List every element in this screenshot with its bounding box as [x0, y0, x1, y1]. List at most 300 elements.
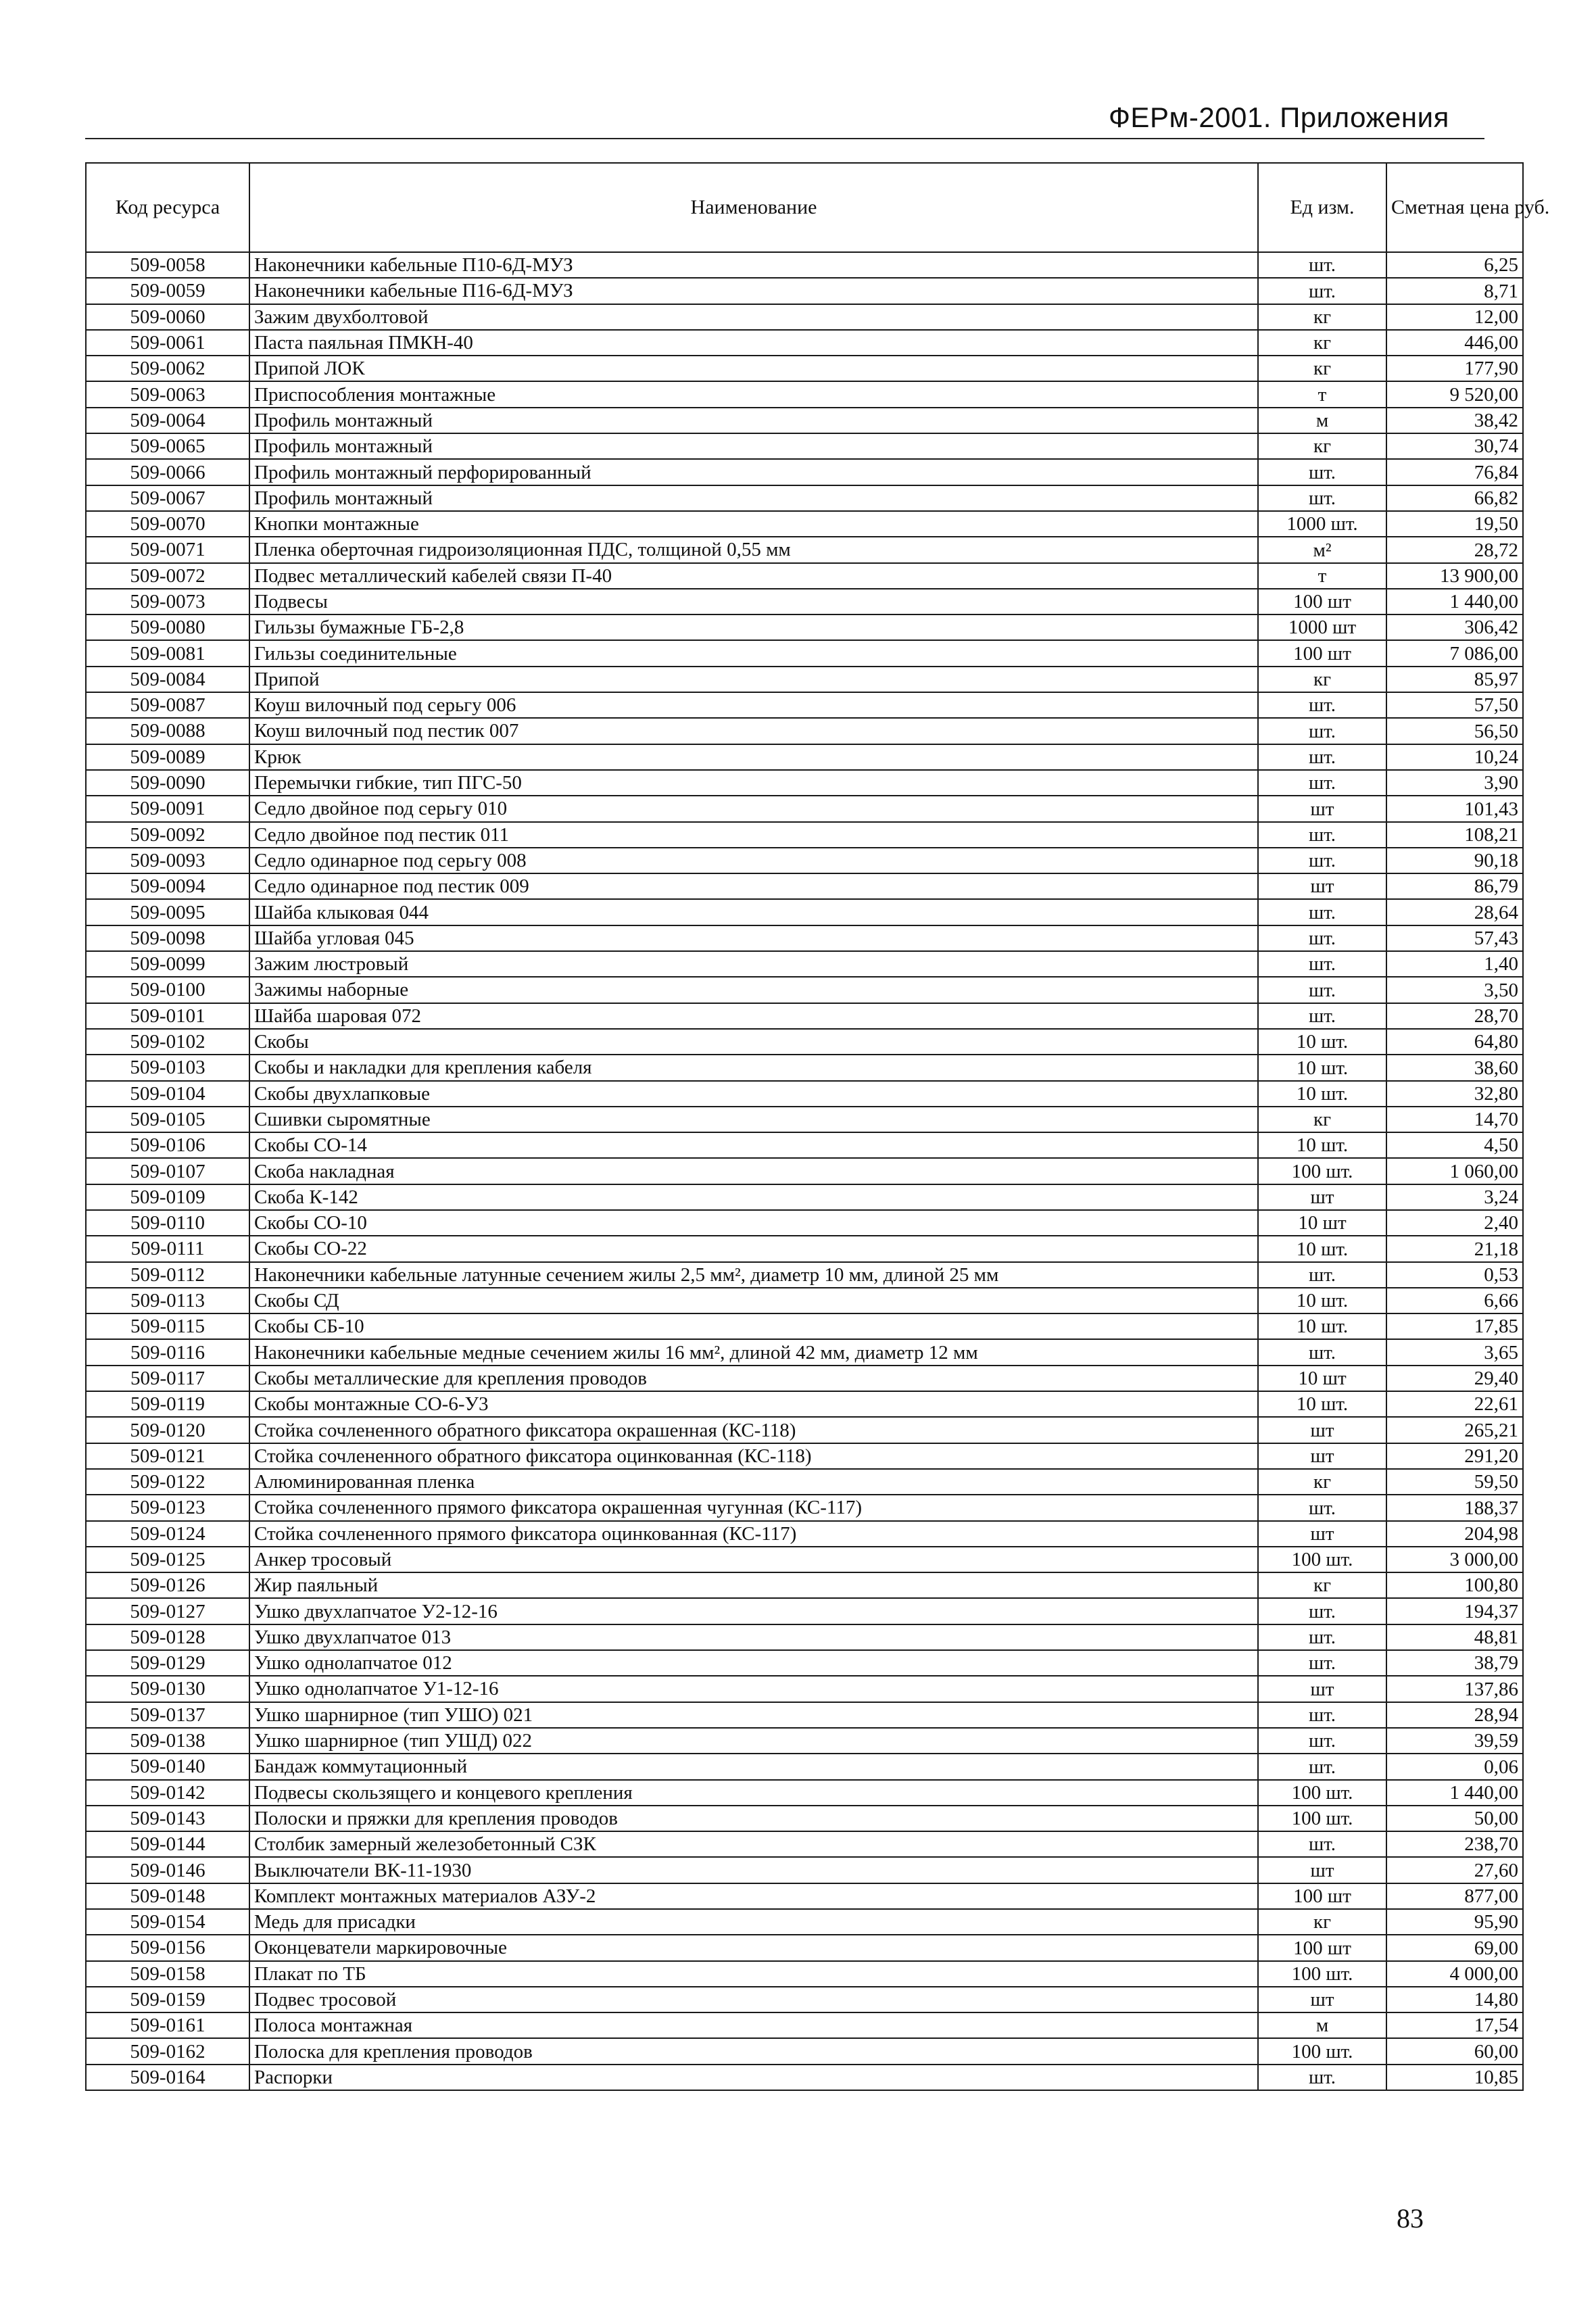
cell-resource-name: Полоска для крепления проводов	[249, 2038, 1258, 2064]
cell-resource-name: Наконечники кабельные медные сечением жилы 16 мм², длиной 42 мм, диаметр 12 мм	[249, 1339, 1258, 1365]
cell-resource-name: Алюминированная пленка	[249, 1469, 1258, 1495]
table-row	[86, 1029, 1523, 1055]
cell-price: 38,42	[1386, 408, 1523, 433]
cell-price: 877,00	[1386, 1883, 1523, 1909]
cell-price: 59,50	[1386, 1469, 1523, 1495]
cell-resource-name: Плакат по ТБ	[249, 1961, 1258, 1987]
cell-resource-code: 509-0110	[86, 1210, 249, 1236]
cell-unit: 100 шт	[1258, 1883, 1386, 1909]
table-row	[86, 2038, 1523, 2064]
cell-unit: шт.	[1258, 1339, 1386, 1365]
cell-unit: шт.	[1258, 1650, 1386, 1676]
cell-resource-code: 509-0100	[86, 977, 249, 1003]
cell-price: 194,37	[1386, 1598, 1523, 1624]
table-row	[86, 1184, 1523, 1210]
table-row	[86, 1728, 1523, 1754]
cell-price: 265,21	[1386, 1417, 1523, 1443]
table-row	[86, 1806, 1523, 1831]
cell-resource-name: Подвесы	[249, 589, 1258, 614]
cell-resource-name: Приспособления монтажные	[249, 381, 1258, 407]
cell-resource-code: 509-0162	[86, 2038, 249, 2064]
cell-resource-code: 509-0142	[86, 1780, 249, 1806]
cell-unit: шт.	[1258, 977, 1386, 1003]
table-row	[86, 537, 1523, 562]
cell-unit: 100 шт.	[1258, 1806, 1386, 1831]
cell-price: 57,50	[1386, 692, 1523, 718]
cell-resource-name: Скобы СД	[249, 1288, 1258, 1313]
cell-resource-name: Седло двойное под серьгу 010	[249, 796, 1258, 821]
cell-resource-name: Гильзы бумажные ГБ-2,8	[249, 614, 1258, 640]
table-row	[86, 718, 1523, 744]
cell-resource-name: Жир паяльный	[249, 1572, 1258, 1598]
cell-resource-code: 509-0090	[86, 770, 249, 796]
cell-unit: шт.	[1258, 1702, 1386, 1728]
cell-price: 56,50	[1386, 718, 1523, 744]
cell-resource-code: 509-0073	[86, 589, 249, 614]
table-row	[86, 1961, 1523, 1987]
cell-resource-code: 509-0105	[86, 1107, 249, 1132]
table-row	[86, 1572, 1523, 1598]
cell-resource-code: 509-0143	[86, 1806, 249, 1831]
cell-unit: 10 шт.	[1258, 1288, 1386, 1313]
cell-resource-code: 509-0164	[86, 2065, 249, 2090]
cell-price: 108,21	[1386, 822, 1523, 848]
cell-unit: т	[1258, 381, 1386, 407]
cell-unit: шт.	[1258, 485, 1386, 511]
table-row	[86, 1495, 1523, 1520]
table-row	[86, 356, 1523, 381]
table-row	[86, 1443, 1523, 1469]
cell-price: 446,00	[1386, 330, 1523, 356]
cell-price: 48,81	[1386, 1624, 1523, 1650]
table-row	[86, 1313, 1523, 1339]
cell-resource-name: Скоба К-142	[249, 1184, 1258, 1210]
cell-price: 27,60	[1386, 1857, 1523, 1883]
cell-unit: 1000 шт	[1258, 614, 1386, 640]
cell-unit: кг	[1258, 1909, 1386, 1935]
cell-price: 10,85	[1386, 2065, 1523, 2090]
cell-resource-name: Гильзы соединительные	[249, 640, 1258, 666]
cell-unit: шт	[1258, 1676, 1386, 1702]
cell-unit: шт	[1258, 1857, 1386, 1883]
cell-resource-name: Анкер тросовый	[249, 1547, 1258, 1572]
cell-unit: шт.	[1258, 1003, 1386, 1029]
cell-resource-name: Наконечники кабельные П16-6Д-МУЗ	[249, 278, 1258, 304]
cell-resource-code: 509-0111	[86, 1236, 249, 1261]
cell-price: 39,59	[1386, 1728, 1523, 1754]
cell-unit: 100 шт.	[1258, 1780, 1386, 1806]
cell-resource-name: Профиль монтажный перфорированный	[249, 459, 1258, 485]
table-row	[86, 848, 1523, 873]
cell-resource-code: 509-0109	[86, 1184, 249, 1210]
table-row	[86, 1158, 1523, 1184]
cell-resource-name: Скобы и накладки для крепления кабеля	[249, 1055, 1258, 1080]
cell-price: 7 086,00	[1386, 640, 1523, 666]
cell-resource-name: Стойка сочлененного обратного фиксатора оцинкованная (КС-118)	[249, 1443, 1258, 1469]
table-row	[86, 925, 1523, 951]
cell-resource-code: 509-0072	[86, 563, 249, 589]
header-divider	[85, 138, 1484, 139]
cell-unit: шт.	[1258, 822, 1386, 848]
table-row	[86, 1339, 1523, 1365]
table-row	[86, 252, 1523, 278]
cell-resource-code: 509-0095	[86, 899, 249, 925]
table-row	[86, 278, 1523, 304]
cell-resource-name: Скоба накладная	[249, 1158, 1258, 1184]
cell-resource-name: Полоса монтажная	[249, 2012, 1258, 2038]
cell-price: 3,50	[1386, 977, 1523, 1003]
cell-resource-name: Медь для присадки	[249, 1909, 1258, 1935]
cell-resource-name: Скобы СО-10	[249, 1210, 1258, 1236]
cell-resource-name: Седло одинарное под серьгу 008	[249, 848, 1258, 873]
table-row	[86, 640, 1523, 666]
cell-price: 32,80	[1386, 1081, 1523, 1107]
cell-resource-code: 509-0066	[86, 459, 249, 485]
cell-resource-code: 509-0067	[86, 485, 249, 511]
cell-resource-name: Ушко шарнирное (тип УШД) 022	[249, 1728, 1258, 1754]
cell-resource-code: 509-0112	[86, 1262, 249, 1288]
cell-unit: шт.	[1258, 744, 1386, 770]
cell-resource-code: 509-0059	[86, 278, 249, 304]
cell-resource-code: 509-0158	[86, 1961, 249, 1987]
table-row	[86, 408, 1523, 433]
table-row	[86, 667, 1523, 692]
table-header	[86, 163, 1550, 252]
resource-price-table	[85, 162, 1550, 2091]
table-row	[86, 1055, 1523, 1080]
cell-price: 69,00	[1386, 1935, 1523, 1960]
cell-resource-name: Профиль монтажный	[249, 408, 1258, 433]
cell-resource-code: 509-0126	[86, 1572, 249, 1598]
table-row	[86, 563, 1523, 589]
cell-price: 188,37	[1386, 1495, 1523, 1520]
table-row	[86, 1987, 1523, 2012]
cell-resource-name: Скобы двухлапковые	[249, 1081, 1258, 1107]
column-header-price: Сметная цена руб.	[1386, 163, 1523, 252]
cell-price: 2,40	[1386, 1210, 1523, 1236]
cell-resource-name: Седло двойное под пестик 011	[249, 822, 1258, 848]
cell-price: 85,97	[1386, 667, 1523, 692]
table-row	[86, 1831, 1523, 1857]
cell-unit: 100 шт	[1258, 640, 1386, 666]
cell-price: 3 000,00	[1386, 1547, 1523, 1572]
cell-resource-name: Комплект монтажных материалов АЗУ-2	[249, 1883, 1258, 1909]
cell-resource-code: 509-0093	[86, 848, 249, 873]
cell-resource-code: 509-0060	[86, 304, 249, 330]
cell-resource-name: Выключатели ВК-11-1930	[249, 1857, 1258, 1883]
cell-resource-code: 509-0123	[86, 1495, 249, 1520]
table-row	[86, 1521, 1523, 1547]
table-row	[86, 614, 1523, 640]
cell-resource-name: Коуш вилочный под пестик 007	[249, 718, 1258, 744]
cell-resource-name: Скобы	[249, 1029, 1258, 1055]
cell-price: 0,53	[1386, 1262, 1523, 1288]
cell-unit: шт.	[1258, 770, 1386, 796]
cell-resource-name: Стойка сочлененного обратного фиксатора окрашенная (КС-118)	[249, 1417, 1258, 1443]
cell-unit: т	[1258, 563, 1386, 589]
cell-unit: м	[1258, 408, 1386, 433]
cell-unit: 10 шт.	[1258, 1055, 1386, 1080]
cell-unit: 1000 шт.	[1258, 511, 1386, 537]
table-row	[86, 304, 1523, 330]
cell-price: 64,80	[1386, 1029, 1523, 1055]
cell-unit: кг	[1258, 356, 1386, 381]
cell-price: 10,24	[1386, 744, 1523, 770]
cell-price: 30,74	[1386, 433, 1523, 459]
table-row	[86, 1003, 1523, 1029]
cell-unit: шт.	[1258, 848, 1386, 873]
cell-resource-name: Шайба клыковая 044	[249, 899, 1258, 925]
table-row	[86, 1081, 1523, 1107]
cell-price: 28,94	[1386, 1702, 1523, 1728]
cell-price: 0,06	[1386, 1754, 1523, 1779]
cell-price: 3,90	[1386, 770, 1523, 796]
cell-unit: 10 шт.	[1258, 1029, 1386, 1055]
cell-unit: кг	[1258, 667, 1386, 692]
cell-unit: шт	[1258, 1184, 1386, 1210]
cell-resource-code: 509-0127	[86, 1598, 249, 1624]
cell-resource-code: 509-0089	[86, 744, 249, 770]
cell-resource-code: 509-0161	[86, 2012, 249, 2038]
cell-resource-name: Стойка сочлененного прямого фиксатора окрашенная чугунная (КС-117)	[249, 1495, 1258, 1520]
cell-resource-code: 509-0058	[86, 252, 249, 278]
cell-price: 3,65	[1386, 1339, 1523, 1365]
table-row	[86, 1366, 1523, 1391]
cell-resource-code: 509-0064	[86, 408, 249, 433]
cell-price: 86,79	[1386, 873, 1523, 899]
cell-resource-code: 509-0113	[86, 1288, 249, 1313]
column-header-code: Код ресурса	[86, 163, 249, 252]
cell-unit: 100 шт.	[1258, 1961, 1386, 1987]
cell-resource-name: Скобы СБ-10	[249, 1313, 1258, 1339]
cell-resource-name: Распорки	[249, 2065, 1258, 2090]
table-row	[86, 1650, 1523, 1676]
page-header-title: ФЕРм-2001. Приложения	[1109, 101, 1449, 133]
cell-price: 60,00	[1386, 2038, 1523, 2064]
cell-unit: шт.	[1258, 1262, 1386, 1288]
table-row	[86, 1676, 1523, 1702]
cell-unit: шт.	[1258, 1598, 1386, 1624]
cell-unit: шт.	[1258, 925, 1386, 951]
table-row	[86, 796, 1523, 821]
cell-resource-code: 509-0091	[86, 796, 249, 821]
cell-resource-code: 509-0120	[86, 1417, 249, 1443]
table-row	[86, 977, 1523, 1003]
cell-unit: 10 шт.	[1258, 1313, 1386, 1339]
cell-resource-name: Коуш вилочный под серьгу 006	[249, 692, 1258, 718]
cell-unit: шт.	[1258, 899, 1386, 925]
cell-resource-code: 509-0115	[86, 1313, 249, 1339]
cell-unit: 100 шт.	[1258, 1158, 1386, 1184]
cell-resource-name: Скобы СО-22	[249, 1236, 1258, 1261]
cell-resource-code: 509-0087	[86, 692, 249, 718]
table-row	[86, 899, 1523, 925]
cell-resource-code: 509-0080	[86, 614, 249, 640]
cell-resource-code: 509-0116	[86, 1339, 249, 1365]
cell-price: 1,40	[1386, 951, 1523, 977]
cell-price: 38,79	[1386, 1650, 1523, 1676]
cell-price: 13 900,00	[1386, 563, 1523, 589]
cell-price: 291,20	[1386, 1443, 1523, 1469]
cell-resource-name: Перемычки гибкие, тип ПГС-50	[249, 770, 1258, 796]
cell-resource-name: Бандаж коммутационный	[249, 1754, 1258, 1779]
cell-resource-code: 509-0084	[86, 667, 249, 692]
cell-price: 101,43	[1386, 796, 1523, 821]
cell-price: 14,70	[1386, 1107, 1523, 1132]
cell-resource-code: 509-0129	[86, 1650, 249, 1676]
cell-resource-code: 509-0146	[86, 1857, 249, 1883]
cell-resource-name: Припой ЛОК	[249, 356, 1258, 381]
cell-resource-code: 509-0117	[86, 1366, 249, 1391]
cell-price: 4 000,00	[1386, 1961, 1523, 1987]
cell-resource-code: 509-0103	[86, 1055, 249, 1080]
cell-resource-code: 509-0140	[86, 1754, 249, 1779]
cell-resource-code: 509-0070	[86, 511, 249, 537]
cell-unit: шт.	[1258, 1728, 1386, 1754]
cell-price: 1 440,00	[1386, 1780, 1523, 1806]
cell-resource-code: 509-0061	[86, 330, 249, 356]
cell-unit: шт.	[1258, 2065, 1386, 2090]
table-row	[86, 485, 1523, 511]
cell-resource-code: 509-0121	[86, 1443, 249, 1469]
cell-price: 204,98	[1386, 1521, 1523, 1547]
cell-resource-name: Подвесы скользящего и концевого крепления	[249, 1780, 1258, 1806]
table-row	[86, 1262, 1523, 1288]
cell-unit: шт.	[1258, 718, 1386, 744]
cell-price: 28,64	[1386, 899, 1523, 925]
table-header-row	[86, 163, 1523, 252]
table-row	[86, 2065, 1523, 2090]
cell-price: 8,71	[1386, 278, 1523, 304]
table-row	[86, 770, 1523, 796]
cell-resource-code: 509-0098	[86, 925, 249, 951]
table-row	[86, 1909, 1523, 1935]
cell-resource-name: Оконцеватели маркировочные	[249, 1935, 1258, 1960]
cell-resource-code: 509-0092	[86, 822, 249, 848]
cell-price: 6,25	[1386, 252, 1523, 278]
table-row	[86, 1107, 1523, 1132]
cell-price: 57,43	[1386, 925, 1523, 951]
column-header-name: Наименование	[249, 163, 1258, 252]
cell-resource-name: Шайба угловая 045	[249, 925, 1258, 951]
cell-resource-code: 509-0130	[86, 1676, 249, 1702]
table-row	[86, 433, 1523, 459]
cell-unit: кг	[1258, 1572, 1386, 1598]
cell-resource-code: 509-0148	[86, 1883, 249, 1909]
table-row	[86, 330, 1523, 356]
cell-unit: 100 шт.	[1258, 2038, 1386, 2064]
cell-price: 3,24	[1386, 1184, 1523, 1210]
cell-price: 177,90	[1386, 356, 1523, 381]
table-row	[86, 1132, 1523, 1158]
cell-resource-code: 509-0125	[86, 1547, 249, 1572]
cell-price: 1 060,00	[1386, 1158, 1523, 1184]
cell-resource-name: Скобы СО-14	[249, 1132, 1258, 1158]
cell-price: 9 520,00	[1386, 381, 1523, 407]
cell-resource-name: Зажим двухболтовой	[249, 304, 1258, 330]
cell-unit: шт	[1258, 796, 1386, 821]
cell-price: 28,70	[1386, 1003, 1523, 1029]
cell-unit: шт.	[1258, 951, 1386, 977]
cell-price: 29,40	[1386, 1366, 1523, 1391]
cell-price: 38,60	[1386, 1055, 1523, 1080]
cell-unit: кг	[1258, 433, 1386, 459]
cell-price: 6,66	[1386, 1288, 1523, 1313]
cell-resource-name: Ушко однолапчатое 012	[249, 1650, 1258, 1676]
table-row	[86, 1547, 1523, 1572]
cell-resource-name: Подвес тросовой	[249, 1987, 1258, 2012]
table-row	[86, 1236, 1523, 1261]
cell-unit: 10 шт.	[1258, 1132, 1386, 1158]
cell-unit: кг	[1258, 304, 1386, 330]
cell-resource-name: Ушко однолапчатое У1-12-16	[249, 1676, 1258, 1702]
cell-unit: шт	[1258, 1443, 1386, 1469]
cell-price: 28,72	[1386, 537, 1523, 562]
cell-unit: м	[1258, 2012, 1386, 2038]
table-row	[86, 744, 1523, 770]
cell-resource-code: 509-0144	[86, 1831, 249, 1857]
table-row	[86, 1754, 1523, 1779]
table-row	[86, 1391, 1523, 1417]
cell-unit: шт	[1258, 1417, 1386, 1443]
table-row	[86, 2012, 1523, 2038]
table-row	[86, 873, 1523, 899]
column-header-unit: Ед изм.	[1258, 163, 1386, 252]
cell-resource-code: 509-0063	[86, 381, 249, 407]
cell-price: 4,50	[1386, 1132, 1523, 1158]
cell-resource-name: Кнопки монтажные	[249, 511, 1258, 537]
cell-resource-code: 509-0119	[86, 1391, 249, 1417]
cell-resource-name: Паста паяльная ПМКН-40	[249, 330, 1258, 356]
cell-price: 306,42	[1386, 614, 1523, 640]
cell-price: 12,00	[1386, 304, 1523, 330]
cell-unit: шт.	[1258, 692, 1386, 718]
cell-unit: шт.	[1258, 1831, 1386, 1857]
cell-resource-code: 509-0104	[86, 1081, 249, 1107]
cell-resource-name: Ушко шарнирное (тип УШО) 021	[249, 1702, 1258, 1728]
cell-resource-code: 509-0154	[86, 1909, 249, 1935]
cell-resource-code: 509-0065	[86, 433, 249, 459]
cell-resource-name: Скобы металлические для крепления проводов	[249, 1366, 1258, 1391]
cell-resource-code: 509-0107	[86, 1158, 249, 1184]
cell-resource-name: Припой	[249, 667, 1258, 692]
cell-price: 19,50	[1386, 511, 1523, 537]
cell-unit: 10 шт.	[1258, 1391, 1386, 1417]
cell-unit: кг	[1258, 1469, 1386, 1495]
table-row	[86, 1883, 1523, 1909]
cell-unit: 100 шт.	[1258, 1547, 1386, 1572]
cell-resource-code: 509-0062	[86, 356, 249, 381]
cell-price: 137,86	[1386, 1676, 1523, 1702]
cell-resource-code: 509-0137	[86, 1702, 249, 1728]
cell-price: 100,80	[1386, 1572, 1523, 1598]
cell-resource-name: Крюк	[249, 744, 1258, 770]
table-row	[86, 1857, 1523, 1883]
cell-resource-code: 509-0071	[86, 537, 249, 562]
table-row	[86, 1417, 1523, 1443]
table-row	[86, 1935, 1523, 1960]
cell-resource-code: 509-0088	[86, 718, 249, 744]
cell-resource-name: Зажим люстровый	[249, 951, 1258, 977]
cell-resource-name: Профиль монтажный	[249, 433, 1258, 459]
cell-resource-code: 509-0106	[86, 1132, 249, 1158]
cell-resource-name: Столбик замерный железобетонный СЗК	[249, 1831, 1258, 1857]
cell-price: 22,61	[1386, 1391, 1523, 1417]
table-body	[86, 252, 1523, 2090]
cell-unit: шт.	[1258, 278, 1386, 304]
cell-resource-name: Ушко двухлапчатое У2-12-16	[249, 1598, 1258, 1624]
cell-resource-name: Шайба шаровая 072	[249, 1003, 1258, 1029]
